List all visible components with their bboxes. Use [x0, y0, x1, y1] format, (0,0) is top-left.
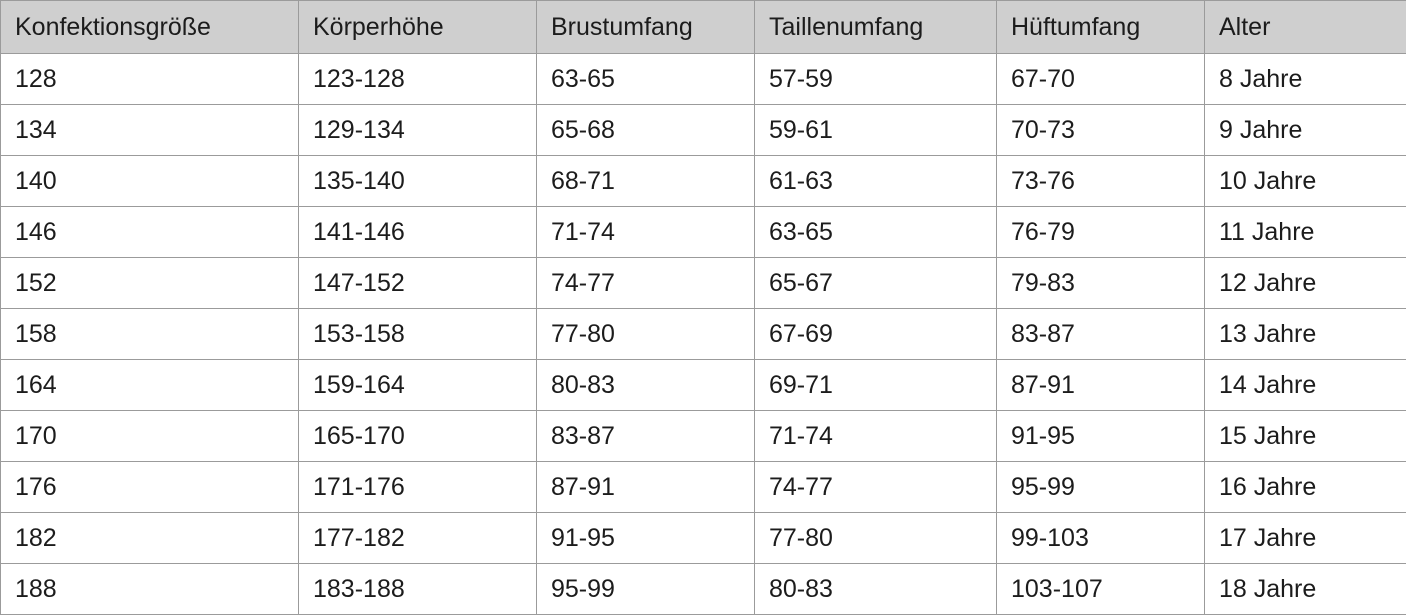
table-body: [1, 54, 1406, 615]
cell-alter: 15 Jahre: [1205, 411, 1406, 462]
cell-taillenumfang: 63-65: [755, 207, 997, 258]
table-row: [1, 105, 1406, 156]
cell-taillenumfang: 57-59: [755, 54, 997, 105]
table-row: [1, 513, 1406, 564]
cell-alter: 17 Jahre: [1205, 513, 1406, 564]
cell-konfektionsgroesse: 134: [1, 105, 299, 156]
cell-koerperhoehe: 129-134: [299, 105, 537, 156]
table-row: [1, 156, 1406, 207]
cell-konfektionsgroesse: 128: [1, 54, 299, 105]
table-header: [1, 1, 1406, 54]
table-row: [1, 360, 1406, 411]
table-row: [1, 309, 1406, 360]
cell-koerperhoehe: 153-158: [299, 309, 537, 360]
column-header-koerperhoehe: Körperhöhe: [299, 1, 537, 54]
column-header-alter: Alter: [1205, 1, 1406, 54]
cell-konfektionsgroesse: 140: [1, 156, 299, 207]
cell-alter: 14 Jahre: [1205, 360, 1406, 411]
cell-brustumfang: 71-74: [537, 207, 755, 258]
cell-brustumfang: 65-68: [537, 105, 755, 156]
cell-hueftumfang: 70-73: [997, 105, 1205, 156]
cell-koerperhoehe: 147-152: [299, 258, 537, 309]
cell-koerperhoehe: 141-146: [299, 207, 537, 258]
cell-brustumfang: 77-80: [537, 309, 755, 360]
cell-brustumfang: 87-91: [537, 462, 755, 513]
cell-koerperhoehe: 135-140: [299, 156, 537, 207]
cell-taillenumfang: 65-67: [755, 258, 997, 309]
table-row: [1, 207, 1406, 258]
cell-brustumfang: 63-65: [537, 54, 755, 105]
column-header-brustumfang: Brustumfang: [537, 1, 755, 54]
cell-brustumfang: 74-77: [537, 258, 755, 309]
cell-taillenumfang: 61-63: [755, 156, 997, 207]
cell-konfektionsgroesse: 188: [1, 564, 299, 615]
cell-alter: 8 Jahre: [1205, 54, 1406, 105]
cell-konfektionsgroesse: 146: [1, 207, 299, 258]
cell-taillenumfang: 67-69: [755, 309, 997, 360]
cell-hueftumfang: 67-70: [997, 54, 1205, 105]
cell-alter: 11 Jahre: [1205, 207, 1406, 258]
cell-koerperhoehe: 123-128: [299, 54, 537, 105]
cell-koerperhoehe: 177-182: [299, 513, 537, 564]
cell-konfektionsgroesse: 152: [1, 258, 299, 309]
cell-taillenumfang: 77-80: [755, 513, 997, 564]
cell-brustumfang: 91-95: [537, 513, 755, 564]
cell-hueftumfang: 73-76: [997, 156, 1205, 207]
cell-hueftumfang: 83-87: [997, 309, 1205, 360]
cell-konfektionsgroesse: 170: [1, 411, 299, 462]
cell-taillenumfang: 71-74: [755, 411, 997, 462]
cell-koerperhoehe: 183-188: [299, 564, 537, 615]
cell-hueftumfang: 76-79: [997, 207, 1205, 258]
table-row: [1, 54, 1406, 105]
cell-taillenumfang: 80-83: [755, 564, 997, 615]
cell-brustumfang: 80-83: [537, 360, 755, 411]
cell-brustumfang: 95-99: [537, 564, 755, 615]
cell-koerperhoehe: 159-164: [299, 360, 537, 411]
cell-hueftumfang: 87-91: [997, 360, 1205, 411]
cell-alter: 10 Jahre: [1205, 156, 1406, 207]
cell-konfektionsgroesse: 158: [1, 309, 299, 360]
cell-brustumfang: 83-87: [537, 411, 755, 462]
cell-konfektionsgroesse: 182: [1, 513, 299, 564]
cell-konfektionsgroesse: 164: [1, 360, 299, 411]
cell-hueftumfang: 91-95: [997, 411, 1205, 462]
table-row: [1, 411, 1406, 462]
table-header-row: [1, 1, 1406, 54]
cell-konfektionsgroesse: 176: [1, 462, 299, 513]
table-row: [1, 258, 1406, 309]
table-row: [1, 564, 1406, 615]
cell-hueftumfang: 103-107: [997, 564, 1205, 615]
cell-koerperhoehe: 165-170: [299, 411, 537, 462]
cell-alter: 16 Jahre: [1205, 462, 1406, 513]
cell-hueftumfang: 95-99: [997, 462, 1205, 513]
cell-alter: 18 Jahre: [1205, 564, 1406, 615]
table-row: [1, 462, 1406, 513]
cell-taillenumfang: 69-71: [755, 360, 997, 411]
column-header-taillenumfang: Taillenumfang: [755, 1, 997, 54]
column-header-hueftumfang: Hüftumfang: [997, 1, 1205, 54]
cell-brustumfang: 68-71: [537, 156, 755, 207]
cell-hueftumfang: 79-83: [997, 258, 1205, 309]
cell-alter: 9 Jahre: [1205, 105, 1406, 156]
cell-koerperhoehe: 171-176: [299, 462, 537, 513]
cell-alter: 12 Jahre: [1205, 258, 1406, 309]
column-header-konfektionsgroesse: Konfektionsgröße: [1, 1, 299, 54]
cell-taillenumfang: 74-77: [755, 462, 997, 513]
cell-taillenumfang: 59-61: [755, 105, 997, 156]
cell-alter: 13 Jahre: [1205, 309, 1406, 360]
cell-hueftumfang: 99-103: [997, 513, 1205, 564]
